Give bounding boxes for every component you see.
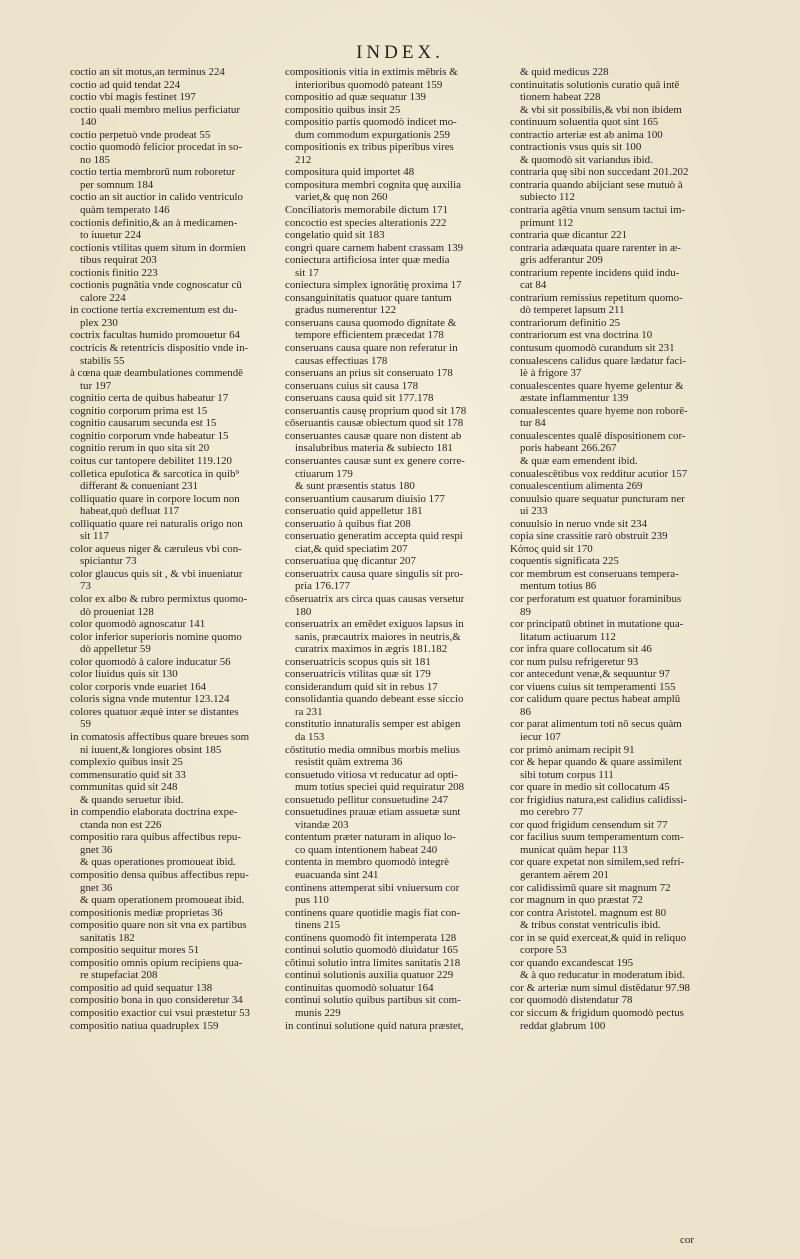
- index-entry-line: conseruatio quid appelletur 181: [285, 505, 423, 518]
- index-entry-line: color quomodò agnoscatur 141: [70, 618, 206, 631]
- index-entry-line: contractionis vsus quis sit 100: [510, 141, 642, 154]
- index-entry-line: compositionis ex tribus piperibus vires: [285, 141, 454, 154]
- index-entry-line: cor quomodò distendatur 78: [510, 994, 633, 1007]
- index-entry-line: coctio vbi magis festinet 197: [70, 91, 196, 104]
- index-entry-line: contraria quę sibi non succedant 201.202: [510, 166, 689, 179]
- index-entry-line: coctionis vtilitas quem situm in dormien: [70, 241, 246, 254]
- index-entry-line: consanguinitatis quatuor quare tantum: [285, 291, 452, 304]
- index-entry-line: quàm temperato 146: [80, 204, 170, 217]
- index-entry-line: contraria agētia vnum sensum tactui im-: [510, 204, 686, 217]
- index-entry-line: conseruantium causarum diuisio 177: [285, 492, 445, 505]
- index-entry-line: contraria quæ dicantur 221: [510, 229, 628, 242]
- index-entry-line: coctionis definitio,& an à medicamen-: [70, 216, 238, 229]
- index-entry-line: contrariorum definitio 25: [510, 316, 621, 329]
- index-entry-line: congelatio quid sit 183: [285, 229, 385, 242]
- index-entry-line: dò temperet lapsum 211: [520, 304, 625, 317]
- index-entry-line: considerandum quid sit in rebus 17: [285, 680, 438, 693]
- index-entry-line: tinens 215: [295, 919, 341, 932]
- index-entry-line: 73: [80, 580, 91, 593]
- index-entry-line: coctionis finitio 223: [70, 266, 158, 279]
- index-entry-line: conualescentes qualē dispositionem cor-: [510, 429, 686, 442]
- index-entry-line: conseruantis causę proprium quod sit 178: [285, 404, 467, 417]
- index-entry-line: continuitas quomodò soluatur 164: [285, 981, 434, 994]
- index-entry-line: coctio quali membro melius perficiatur: [70, 103, 240, 116]
- index-entry-line: contractio arteriæ est ab anima 100: [510, 128, 663, 141]
- index-entry-line: ciat,& quid speciatim 207: [295, 542, 408, 555]
- index-entry-line: cor perforatum est quatuor foraminibus: [510, 592, 682, 605]
- index-entry-line: coctio quomodò felicior procedat in so-: [70, 141, 243, 154]
- index-entry-line: cōseruantis causæ obiectum quod sit 178: [285, 417, 464, 430]
- index-entry-line: compositio quare non sit vna ex partibus: [70, 919, 247, 932]
- index-entry-line: coctio tertia membrorū num roboretur: [70, 166, 236, 179]
- index-entry-line: consolidantia quando debeant esse siccio: [285, 693, 464, 706]
- index-entry-line: tur 84: [520, 417, 546, 430]
- index-entry-line: concoctio est species alterationis 222: [285, 216, 447, 229]
- index-entry-line: continens quomodò fit intemperata 128: [285, 931, 457, 944]
- index-entry-line: 89: [520, 605, 531, 618]
- index-entry-line: conualescentes quare hyeme non roborē-: [510, 404, 688, 417]
- index-entry-line: æstate inflammentur 139: [520, 392, 629, 405]
- index-entry-line: tur 197: [80, 379, 112, 392]
- index-entry-line: in continui solutione quid natura præstet,: [285, 1019, 464, 1032]
- index-entry-line: colletica epulotica & sarcotica in quib⁹: [70, 467, 240, 480]
- index-entry-line: coitus cur tantopere debilitet 119.120: [70, 454, 233, 467]
- index-entry-line: da 153: [295, 730, 325, 743]
- index-entry-line: gnet 36: [80, 881, 113, 894]
- index-entry-line: cognitio corporum vnde habeatur 15: [70, 429, 229, 442]
- index-entry-line: coctionis pugnātia vnde cognoscatur cū: [70, 279, 242, 292]
- index-entry-line: lè à frigore 37: [520, 367, 582, 380]
- index-entry-line: conualescentes quare hyeme gelentur &: [510, 379, 684, 392]
- index-entry-line: cor primò animam recipit 91: [510, 743, 635, 756]
- index-entry-line: dò appelletur 59: [80, 643, 151, 656]
- index-entry-line: 180: [295, 605, 312, 618]
- index-entry-line: cor quando excandescat 195: [510, 956, 634, 969]
- index-entry-line: consuetudo pellitur consuetudine 247: [285, 793, 449, 806]
- index-entry-line: compositio ad quid sequatur 138: [70, 981, 213, 994]
- index-entry-line: coloris signa vnde mutentur 123.124: [70, 693, 230, 706]
- index-entry-line: & quas operationes promoueat ibid.: [80, 856, 236, 869]
- index-entry-line: coctio perpetuò vnde prodeat 55: [70, 128, 211, 141]
- index-entry-line: cognitio rerum in quo sita sit 20: [70, 442, 210, 455]
- index-entry-line: cor membrum est conseruans tempera-: [510, 567, 679, 580]
- index-entry-line: vitandæ 203: [295, 818, 349, 831]
- index-entry-line: conuulsio in neruo vnde sit 234: [510, 517, 648, 530]
- index-entry-line: color glaucus quis sit , & vbi inueniatur: [70, 567, 243, 580]
- index-entry-line: causas effectiuas 178: [295, 354, 388, 367]
- index-entry-line: iecur 107: [520, 730, 561, 743]
- index-entry-line: cor calidum quare pectus habeat amplū: [510, 693, 681, 706]
- index-entry-line: insalubribus materia & subiecto 181: [295, 442, 453, 455]
- index-entry-line: consuetudo vitiosa vt reducatur ad opti-: [285, 768, 458, 781]
- index-entry-line: re stupefaciat 208: [80, 969, 158, 982]
- index-entry-line: cor calidissimū quare sit magnum 72: [510, 881, 671, 894]
- index-entry-line: cor frigidius natura,est calidius calidissi-: [510, 793, 687, 806]
- index-entry-line: munis 229: [295, 1007, 341, 1020]
- index-entry-line: cor quare in medio sit collocatum 45: [510, 781, 670, 794]
- index-entry-line: 59: [80, 718, 91, 731]
- index-entry-line: continui solutio quomodò diuidatur 165: [285, 944, 459, 957]
- index-entry-line: contraria quando abijciant sese mutuò à: [510, 178, 683, 191]
- index-entry-line: & quæ eam emendent ibid.: [520, 454, 638, 467]
- index-entry-line: compositio exactior cui vsui præstetur 53: [70, 1007, 250, 1020]
- index-entry-line: coctio an sit auctior in calido ventriculo: [70, 191, 243, 204]
- index-entry-line: ctanda non est 226: [80, 818, 162, 831]
- index-entry-line: cat 84: [520, 279, 547, 292]
- index-entry-line: corpore 53: [520, 944, 567, 957]
- index-entry-line: interioribus quomodò pateant 159: [295, 78, 443, 91]
- index-entry-line: sanis, præcautrix maiores in neutris,&: [295, 630, 461, 643]
- index-entry-line: color inferior superioris nomine quomo: [70, 630, 242, 643]
- index-entry-line: tibus requirat 203: [80, 254, 157, 267]
- index-entry-line: & sunt præsentis status 180: [295, 480, 415, 493]
- index-entry-line: conuulsio quare sequatur puncturam ner: [510, 492, 685, 505]
- index-entry-line: sit 117: [80, 530, 109, 543]
- index-entry-line: dò proueniat 128: [80, 605, 154, 618]
- index-entry-line: color ex albo & rubro permixtus quomo-: [70, 592, 248, 605]
- index-entry-line: in coctione tertia excrementum est du-: [70, 304, 238, 317]
- index-entry-line: conseruatrix causa quare singulis sit pro-: [285, 567, 464, 580]
- index-entry-line: habeat,quò defluat 117: [80, 505, 180, 518]
- index-entry-line: plex 230: [80, 316, 118, 329]
- index-entry-line: compositio quibus insit 25: [285, 103, 401, 116]
- index-entry-line: color quomodò à calore inducatur 56: [70, 655, 231, 668]
- index-entry-line: to iuuetur 224: [80, 229, 142, 242]
- index-entry-line: contrarium repente incidens quid indu-: [510, 266, 680, 279]
- index-entry-line: conualescens calidus quare lædatur faci-: [510, 354, 686, 367]
- index-entry-line: conseruantes causæ sunt ex genere corre-: [285, 454, 465, 467]
- index-entry-line: cor magnum in quo præstat 72: [510, 894, 643, 907]
- index-entry-line: colliquatio quare rei naturalis origo non: [70, 517, 243, 530]
- index-entry-line: curatrix maximos in ægris 181.182: [295, 643, 448, 656]
- index-entry-line: cor viuens cuius sit temperamenti 155: [510, 680, 676, 693]
- index-entry-line: mo cerebro 77: [520, 806, 583, 819]
- index-entry-line: pria 176.177: [295, 580, 351, 593]
- index-entry-line: commensuratio quid sit 33: [70, 768, 186, 781]
- index-entry-line: calore 224: [80, 291, 126, 304]
- index-entry-line: compositionis vitia in extimis mēbris &: [285, 66, 458, 78]
- index-entry-line: continuitatis solutionis curatio quā intē: [510, 78, 680, 91]
- index-entry-line: conseruantes causæ quare non distent ab: [285, 429, 462, 442]
- index-entry-line: & quomodò sit variandus ibid.: [520, 153, 653, 166]
- index-entry-line: cōtinui solutio intra limites sanitatis 218: [285, 956, 461, 969]
- index-entry-line: conseruatrix an emēdet exiguos lapsus in: [285, 618, 464, 631]
- index-entry-line: mum totius speciei quid requiratur 208: [295, 781, 465, 794]
- index-entry-line: gris adferantur 209: [520, 254, 603, 267]
- index-entry-line: per somnum 184: [80, 178, 154, 191]
- index-entry-line: & vbi sit possibilis,& vbi non ibidem: [520, 103, 682, 116]
- index-entry-line: compositura membri cognita quę auxilia: [285, 178, 462, 191]
- index-entry-line: cōstitutio media omnibus morbis melius: [285, 743, 460, 756]
- index-entry-line: constitutio innaturalis semper est abigen: [285, 718, 461, 731]
- index-entry-line: compositionis mediæ proprietas 36: [70, 906, 223, 919]
- index-entry-line: variet,& quę non 260: [295, 191, 388, 204]
- index-entry-line: poris habeant 266.267: [520, 442, 617, 455]
- index-entry-line: coctio an sit motus,an terminus 224: [70, 66, 225, 78]
- index-entry-line: & à quo reducatur in moderatum ibid.: [520, 969, 685, 982]
- index-entry-line: sit 17: [295, 266, 319, 279]
- catchword: cor: [680, 1234, 695, 1246]
- index-entry-line: cor in se quid exerceat,& quid in reliquo: [510, 931, 687, 944]
- index-entry-line: color corporis vnde euariet 164: [70, 680, 207, 693]
- index-entry-line: euacuanda sint 241: [295, 869, 379, 881]
- index-entry-line: consuetudines prauæ etiam assuetæ sunt: [285, 806, 461, 819]
- index-entry-line: municat quàm hepar 113: [520, 843, 628, 856]
- index-entry-line: sanitatis 182: [80, 931, 135, 944]
- index-entry-line: cor parat alimentum toti nō secus quàm: [510, 718, 682, 731]
- index-entry-line: primunt 112: [520, 216, 574, 229]
- index-entry-line: tempore efficientem præcedat 178: [295, 329, 444, 342]
- index-entry-line: cor antecedunt venæ,& sequuntur 97: [510, 668, 670, 681]
- index-column-middle: [285, 66, 507, 1032]
- index-entry-line: cognitio causarum secunda est 15: [70, 417, 217, 430]
- index-entry-line: cor & arteriæ num simul distēdatur 97.98: [510, 981, 690, 994]
- index-entry-line: Conciliatoris memorabile dictum 171: [285, 204, 449, 217]
- index-entry-line: co quam intentionem habeat 240: [295, 843, 438, 856]
- index-entry-line: cor & hepar quando & quare assimilent: [510, 756, 682, 769]
- index-entry-line: & tribus constat ventriculis ibid.: [520, 919, 661, 932]
- index-entry-line: color liuidus quis sit 130: [70, 668, 178, 681]
- index-entry-line: conseruans causa quid sit 177.178: [285, 392, 434, 405]
- index-entry-line: conseruans causa quomodo dignitate &: [285, 316, 457, 329]
- index-entry-line: ui 233: [520, 505, 548, 518]
- index-entry-line: contrariorum est vna doctrina 10: [510, 329, 653, 342]
- index-column-left: [70, 66, 288, 1032]
- index-entry-line: cognitio certa de quibus habeatur 17: [70, 392, 229, 405]
- index-entry-line: coctricis & retentricis dispositio vnde in-: [70, 342, 249, 355]
- index-entry-line: coquentis significata 225: [510, 555, 619, 568]
- index-entry-line: gerantem aërem 201: [520, 869, 609, 881]
- index-entry-line: & quam operationem promoueat ibid.: [80, 894, 245, 907]
- index-entry-line: complexio quibus insit 25: [70, 756, 183, 769]
- index-entry-line: continens quare quotidie magis fiat con-: [285, 906, 461, 919]
- index-entry-line: coctio ad quid tendat 224: [70, 78, 181, 91]
- index-entry-line: continui solutionis auxilia quatuor 229: [285, 969, 454, 982]
- index-entry-line: cor siccum & frigidum quomodò pectus: [510, 1007, 684, 1020]
- index-entry-line: contenta in membro quomodò integrè: [285, 856, 449, 869]
- index-entry-line: cor quod frigidum censendum sit 77: [510, 818, 668, 831]
- index-entry-line: compositio natiua quadruplex 159: [70, 1019, 219, 1032]
- index-entry-line: 212: [295, 153, 312, 166]
- index-entry-line: coniectura artificiosa inter quæ media: [285, 254, 450, 267]
- index-entry-line: mentum totius 86: [520, 580, 597, 593]
- index-entry-line: conseruans causa quare non referatur in: [285, 342, 458, 355]
- index-entry-line: 140: [80, 116, 97, 129]
- index-entry-line: subiecto 112: [520, 191, 575, 204]
- index-entry-line: compositio rara quibus affectibus repu-: [70, 831, 241, 844]
- index-entry-line: copia sine crassitie rarò obstruit 239: [510, 530, 668, 543]
- index-entry-line: contusum quomodò curandum sit 231: [510, 342, 675, 355]
- index-entry-line: conseruatio generatim accepta quid respi: [285, 530, 463, 543]
- page-title: INDEX.: [356, 42, 444, 63]
- index-entry-line: compositura quid importet 48: [285, 166, 415, 179]
- index-entry-line: cognitio corporum prima est 15: [70, 404, 208, 417]
- index-entry-line: compositio partis quomodò indicet mo-: [285, 116, 457, 129]
- index-entry-line: in comatosis affectibus quare breues som: [70, 730, 250, 743]
- index-entry-line: contrarium remissius repetitum quomo-: [510, 291, 683, 304]
- index-entry-line: ctiuarum 179: [295, 467, 353, 480]
- index-entry-line: cor contra Aristotel. magnum est 80: [510, 906, 667, 919]
- index-entry-line: gnet 36: [80, 843, 113, 856]
- index-entry-line: no 185: [80, 153, 110, 166]
- index-entry-line: coctrix facultas humido promouetur 64: [70, 329, 240, 342]
- index-column-right: [510, 66, 735, 1032]
- index-entry-line: colores quatuor æquè inter se distantes: [70, 705, 239, 718]
- index-entry-line: resistit quàm extrema 36: [295, 756, 403, 769]
- index-entry-line: pus 110: [295, 894, 329, 907]
- index-entry-line: colliquatio quare in corpore locum non: [70, 492, 240, 505]
- index-entry-line: contraria adæquata quare rarenter in æ-: [510, 241, 681, 254]
- index-entry-line: continens attemperat sibi vniuersum cor: [285, 881, 460, 894]
- index-entry-line: coniectura simplex ignorātię proxima 17: [285, 279, 462, 292]
- index-entry-line: conseruatio à quibus fiat 208: [285, 517, 411, 530]
- index-entry-line: sibi totum corpus 111: [520, 768, 614, 781]
- index-entry-line: congri quare carnem habent crassam 139: [285, 241, 464, 254]
- index-entry-line: tionem habeat 228: [520, 91, 601, 104]
- index-entry-line: conseruans cuius sit causa 178: [285, 379, 419, 392]
- index-entry-line: conseruans an prius sit conseruato 178: [285, 367, 453, 380]
- index-entry-line: cor num pulsu refrigeretur 93: [510, 655, 639, 668]
- index-entry-line: contentum præter naturam in aliquo lo-: [285, 831, 456, 844]
- index-entry-line: conseruatricis scopus quis sit 181: [285, 655, 431, 668]
- index-entry-line: ra 231: [295, 705, 323, 718]
- index-entry-line: ni iuuent,& longiores obsint 185: [80, 743, 222, 756]
- index-entry-line: conualescentium alimenta 269: [510, 480, 643, 493]
- index-entry-line: cōseruatrix ars circa quas causas versetur: [285, 592, 465, 605]
- index-entry-line: cor principatū obtinet in mutatione qua-: [510, 618, 684, 631]
- index-entry-line: compositio densa quibus affectibus repu-: [70, 869, 249, 881]
- index-entry-line: & quid medicus 228: [520, 66, 609, 78]
- index-entry-line: continuum soluentia quot sint 165: [510, 116, 659, 129]
- index-entry-line: cor infra quare collocatum sit 46: [510, 643, 652, 656]
- index-entry-line: & quando seruetur ibid.: [80, 793, 184, 806]
- index-entry-line: cor quare expetat non similem,sed refri-: [510, 856, 685, 869]
- index-entry-line: continui solutio quibus partibus sit com-: [285, 994, 461, 1007]
- index-entry-line: conseruatiua quę dicantur 207: [285, 555, 416, 568]
- index-entry-line: conseruatricis vtilitas quæ sit 179: [285, 668, 431, 681]
- index-entry-line: color aqueus niger & cæruleus vbi con-: [70, 542, 242, 555]
- index-entry-line: compositio ad quæ sequatur 139: [285, 91, 426, 104]
- index-entry-line: in compendio elaborata doctrina expe-: [70, 806, 238, 819]
- index-entry-line: compositio bona in quo consideretur 34: [70, 994, 243, 1007]
- index-entry-line: dum commodum expurgationis 259: [295, 128, 450, 141]
- index-entry-line: à cœna quæ deambulationes commendē: [70, 367, 243, 380]
- index-entry-line: spiciantur 73: [80, 555, 137, 568]
- index-entry-line: 86: [520, 705, 531, 718]
- index-entry-line: conualescētibus vox redditur acutior 157: [510, 467, 688, 480]
- index-entry-line: compositio sequitur mores 51: [70, 944, 200, 957]
- index-entry-line: differant & conueniant 231: [80, 480, 199, 493]
- index-entry-line: litatum actiuarum 112: [520, 630, 616, 643]
- index-entry-line: Κόπος quid sit 170: [510, 542, 593, 555]
- index-entry-line: stabilis 55: [80, 354, 125, 367]
- index-entry-line: gradus numerentur 122: [295, 304, 397, 317]
- index-entry-line: communitas quid sit 248: [70, 781, 178, 794]
- index-entry-line: cor facilius suum temperamentum com-: [510, 831, 684, 844]
- index-entry-line: reddat glabrum 100: [520, 1019, 606, 1032]
- index-entry-line: compositio omnis opium recipiens qua-: [70, 956, 243, 969]
